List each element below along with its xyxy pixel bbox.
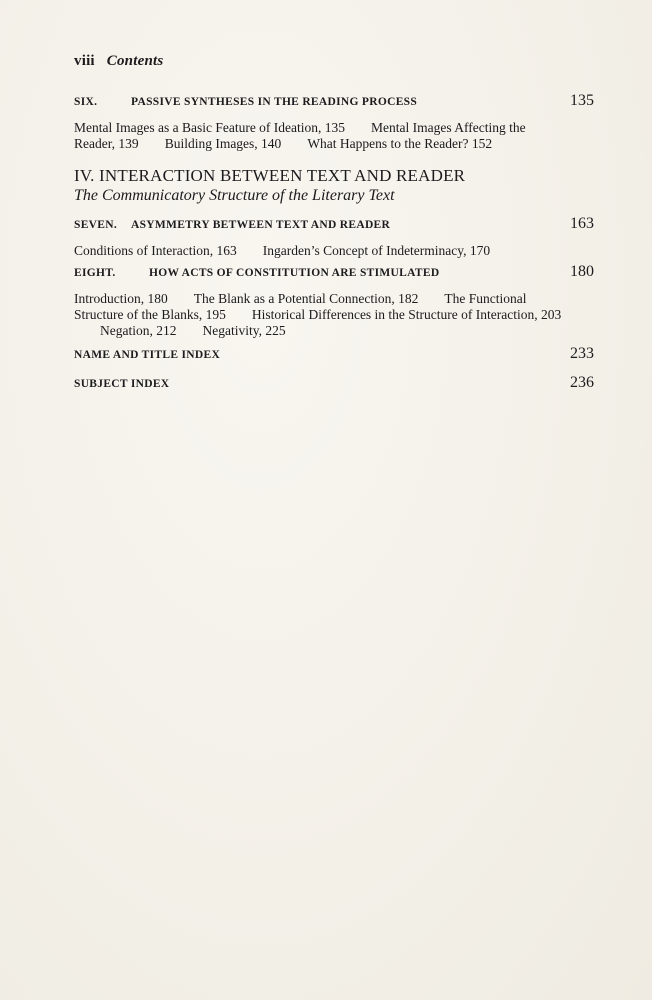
chapter-page-number: 135 [570, 92, 594, 109]
toc-entry-chapter-seven [74, 215, 594, 259]
section-item: Introduction, 180 [74, 291, 168, 306]
chapter-number: EIGHT. [74, 267, 116, 279]
section-item: Negativity, 225 [202, 323, 286, 338]
section-item: The Functional Structure of the Blanks, 195 [74, 291, 527, 322]
part-title: IV. INTERACTION BETWEEN TEXT AND READER [74, 166, 466, 185]
chapter-heading [74, 215, 594, 239]
section-item: What Happens to the Reader? 152 [307, 136, 493, 151]
index-page-number: 236 [570, 374, 594, 391]
index-title: SUBJECT INDEX [74, 378, 170, 390]
chapter-title: PASSIVE SYNTHESES IN THE READING PROCESS [131, 96, 418, 108]
folio: viii [74, 53, 95, 69]
toc-entry-subject-index [74, 374, 594, 398]
running-head-title: Contents [106, 53, 164, 69]
toc-entry-chapter-eight [74, 263, 594, 339]
index-page-number: 233 [570, 345, 594, 362]
toc-entry-chapter-six [74, 92, 594, 152]
chapter-heading [74, 92, 594, 116]
part-heading [74, 166, 574, 206]
section-list [74, 243, 564, 259]
part-subtitle: The Communicatory Structure of the Literary Text [74, 187, 395, 204]
section-item: Conditions of Interaction, 163 [74, 243, 237, 258]
section-item: Mental Images Affecting the Reader, 139 [74, 120, 526, 151]
section-item: Mental Images as a Basic Feature of Ideation, 135 [74, 120, 346, 135]
section-item: Building Images, 140 [164, 136, 282, 151]
chapter-page-number: 163 [570, 215, 594, 232]
index-title: NAME AND TITLE INDEX [74, 349, 221, 361]
chapter-page-number: 180 [570, 263, 594, 280]
chapter-title: ASYMMETRY BETWEEN TEXT AND READER [131, 219, 391, 231]
toc-entry-name-index [74, 345, 594, 369]
section-item: The Blank as a Potential Connection, 182 [193, 291, 419, 306]
chapter-title: HOW ACTS OF CONSTITUTION ARE STIMULATED [149, 267, 440, 279]
chapter-heading [74, 263, 594, 287]
running-head [74, 53, 163, 70]
section-list [74, 120, 564, 152]
section-item: Ingarden’s Concept of Indeterminacy, 170 [262, 243, 491, 258]
chapter-number: SEVEN. [74, 219, 118, 231]
chapter-number: SIX. [74, 96, 98, 108]
section-list [74, 291, 564, 339]
section-item: Historical Differences in the Structure of Interaction, 203 [251, 307, 562, 322]
section-item: Negation, 212 [100, 323, 177, 338]
